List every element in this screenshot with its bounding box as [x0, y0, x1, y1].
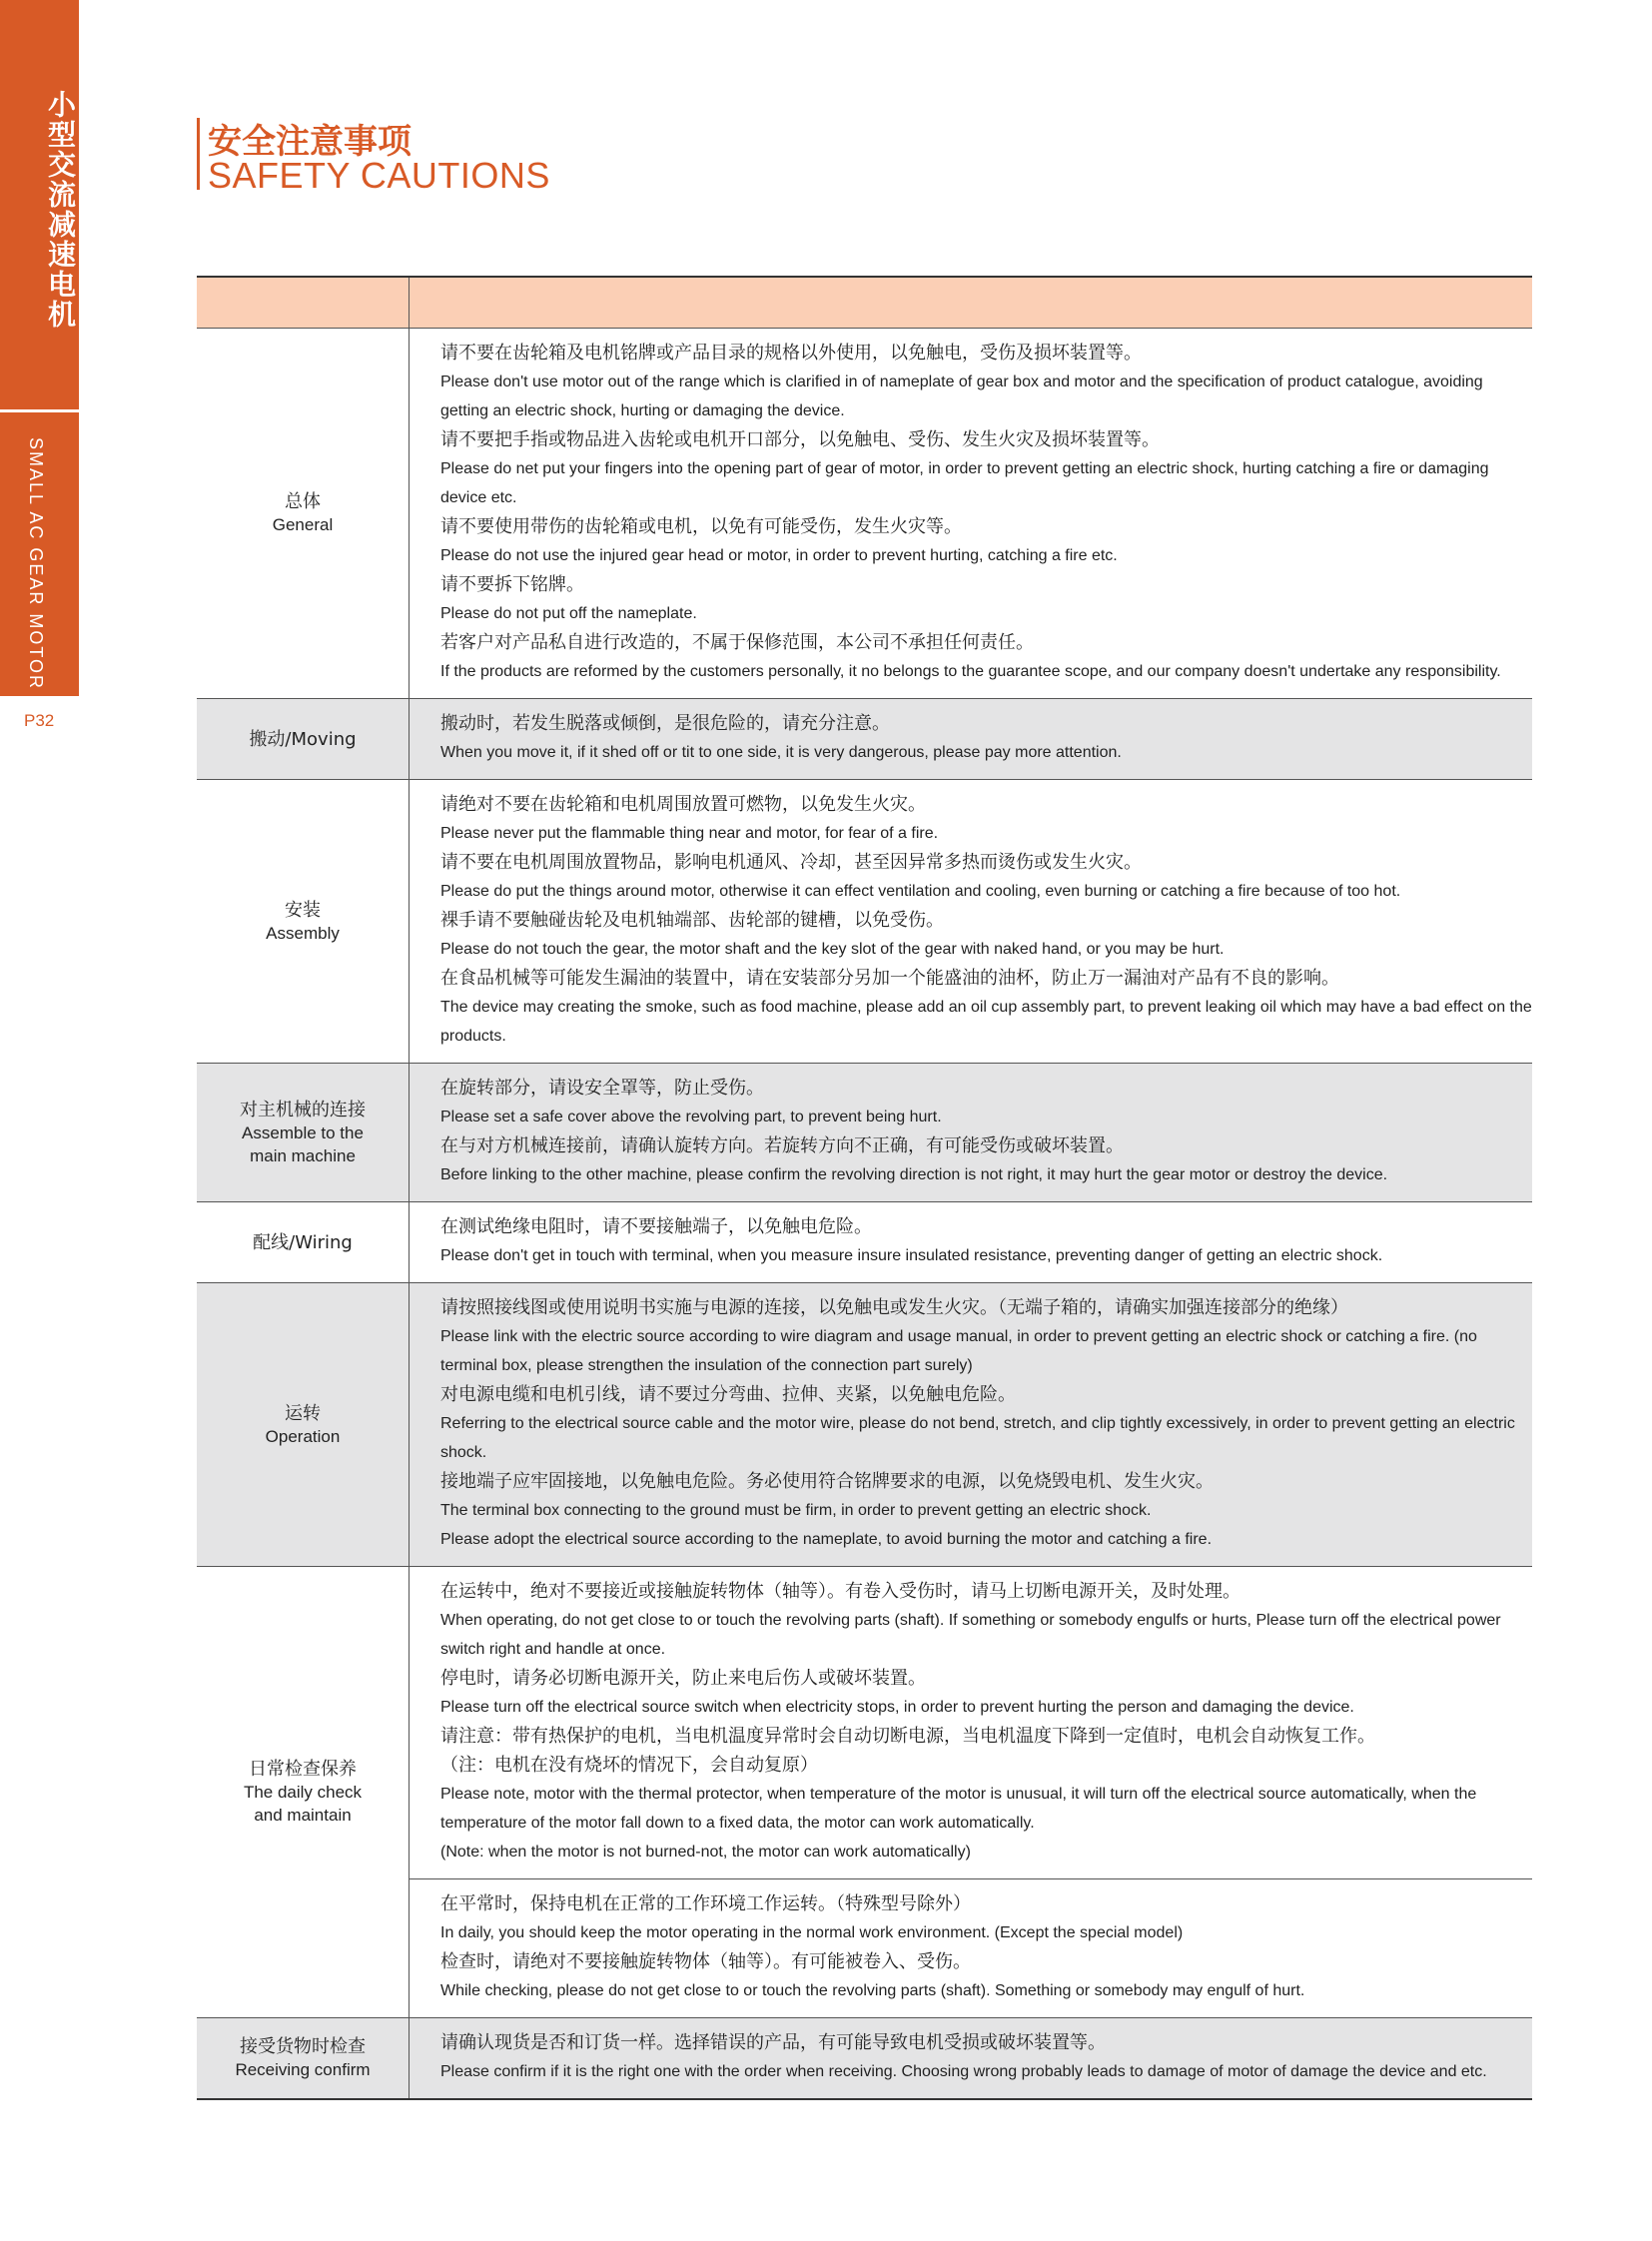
category-label-cn: 安装	[285, 899, 321, 921]
category-label-en: Operation	[265, 1426, 341, 1446]
category-label-cn: 搬动/Moving	[249, 728, 357, 750]
caution-text-cn: 请不要把手指或物品进入齿轮或电机开口部分，以免触电、受伤、发生火灾及损坏装置等。	[440, 429, 1160, 450]
caution-text-cn: 请绝对不要在齿轮箱和电机周围放置可燃物，以免发生火灾。	[440, 794, 926, 815]
caution-text-en: Please do net put your fingers into the opening part of gear of motor, in order to prevent getting an electric shock, hurting catching a fire or damaging device etc.	[440, 460, 1489, 506]
caution-text-en: Please never put the flammable thing near and motor, for fear of a fire.	[440, 825, 939, 842]
caution-text-en: Please don't get in touch with terminal, when you measure insure insulated resistance, preventing danger of getting an electric shock.	[440, 1247, 1383, 1264]
caution-text-cn: 在食品机械等可能发生漏油的装置中，请在安装部分另加一个能盛油的油杯，防止万一漏油对产品有不良的影响。	[440, 968, 1339, 989]
caution-text-cn: 请不要在齿轮箱及电机铭牌或产品目录的规格以外使用，以免触电，受伤及损坏装置等。	[440, 343, 1142, 364]
caution-text-en: Please do not touch the gear, the motor shaft and the key slot of the gear with naked hand, or you may be hurt.	[440, 941, 1225, 958]
caution-text-cn: 请确认现货是否和订货一样。选择错误的产品，有可能导致电机受损或破坏装置等。	[440, 2032, 1106, 2053]
table-row	[197, 1202, 1532, 1283]
table-row	[197, 699, 1532, 780]
description-cell	[410, 1202, 1532, 1282]
caution-text-en: Please note, motor with the thermal protector, when temperature of the motor is unusual, it will turn off the electrical source automatically, when the temperature of the motor fall down to a fixed data, the motor can work automatically.	[440, 1786, 1477, 1832]
description-cell	[410, 2018, 1532, 2098]
caution-text-en: When operating, do not get close to or touch the revolving parts (shaft). If something or somebody engulfs or hurts, Please turn off the electrical power switch right and handle at once.	[440, 1612, 1501, 1658]
table-row	[197, 780, 1532, 1064]
caution-text-en: The terminal box connecting to the ground must be firm, in order to prevent getting an electric shock.	[440, 1502, 1152, 1519]
caution-text-en: Please link with the electric source according to wire diagram and usage manual, in order to prevent getting an electric shock or catching a fire. (no terminal box, please strengthen the insulation of the connection part surely)	[440, 1328, 1477, 1374]
sidebar-divider	[0, 409, 79, 412]
table-row	[197, 2018, 1532, 2098]
page-title-cn: 安全注意事项	[208, 122, 412, 162]
page-number: P32	[24, 711, 55, 730]
caution-text-en: In daily, you should keep the motor operating in the normal work environment. (Except the special model)	[440, 1924, 1184, 1941]
caution-text-en: Please adopt the electrical source according to the nameplate, to avoid burning the motor and catching a fire.	[440, 1531, 1213, 1548]
category-label-en: Assemble to the main machine	[242, 1122, 364, 1165]
caution-text-cn: 停电时，请务必切断电源开关，防止来电后伤人或破坏装置。	[440, 1668, 926, 1689]
caution-text-en: Please do not put off the nameplate.	[440, 605, 697, 622]
category-label-cn: 配线/Wiring	[253, 1231, 353, 1253]
category-label-en: The daily check and maintain	[243, 1783, 363, 1825]
description-cell	[410, 1064, 1532, 1201]
title-accent-bar	[197, 118, 200, 190]
category-cell	[197, 1064, 410, 1201]
category-label-en: General	[272, 515, 334, 534]
caution-text-cn: 在旋转部分，请设安全罩等，防止受伤。	[440, 1078, 764, 1099]
category-cell	[197, 1283, 410, 1566]
caution-text-cn: 在平常时，保持电机在正常的工作环境工作运转。（特殊型号除外）	[440, 1893, 971, 1914]
table-row	[197, 1064, 1532, 1202]
caution-text-cn: 请按照接线图或使用说明书实施与电源的连接，以免触电或发生火灾。（无端子箱的，请确实加强连接部分的绝缘）	[440, 1297, 1348, 1318]
category-label-cn: 运转	[285, 1402, 321, 1424]
caution-text-en: When you move it, if it shed off or tit to one side, it is very dangerous, please pay more attention.	[440, 744, 1122, 761]
caution-text-en: If the products are reformed by the customers personally, it no belongs to the guarantee scope, and our company doesn't undertake any responsibility.	[440, 663, 1501, 680]
description-cell	[410, 329, 1532, 698]
description-cell	[410, 1283, 1532, 1566]
caution-text-en: Please don't use motor out of the range which is clarified in of nameplate of gear box and motor and the specification of product catalogue, avoiding getting an electric shock, hurting or damaging the device.	[440, 374, 1483, 419]
caution-text-cn: 检查时，请绝对不要接触旋转物体（轴等）。有可能被卷入、受伤。	[440, 1951, 971, 1972]
category-label-cn: 总体	[285, 491, 321, 512]
description-block	[410, 1567, 1532, 1878]
caution-text-en: Please do not use the injured gear head or motor, in order to prevent hurting, catching a fire etc.	[440, 547, 1118, 564]
caution-text-en: Please confirm if it is the right one with the order when receiving. Choosing wrong probably leads to damage of motor of damage the device and etc.	[440, 2063, 1487, 2080]
description-cell	[410, 699, 1532, 779]
category-cell	[197, 1567, 410, 2017]
table-header-category	[197, 278, 410, 328]
sidebar-title-cn: 小型交流减速电机	[44, 90, 77, 330]
category-label-cn: 日常检查保养	[249, 1759, 357, 1780]
caution-text-cn: 搬动时，若发生脱落或倾倒，是很危险的，请充分注意。	[440, 713, 890, 734]
category-cell	[197, 699, 410, 779]
description-cell	[410, 780, 1532, 1063]
caution-text-cn: 接地端子应牢固接地，以免触电危险。务必使用符合铭牌要求的电源，以免烧毁电机、发生火灾。	[440, 1471, 1214, 1492]
safety-table	[197, 276, 1532, 2100]
caution-text-en: Before linking to the other machine, please confirm the revolving direction is not right, it may hurt the gear motor or destroy the device.	[440, 1166, 1388, 1183]
table-header-row	[197, 278, 1532, 329]
caution-text-en: Please do put the things around motor, otherwise it can effect ventilation and cooling, even burning or catching a fire because of too hot.	[440, 883, 1401, 900]
description-cell	[410, 1567, 1532, 2017]
table-row	[197, 1567, 1532, 2018]
category-cell	[197, 2018, 410, 2098]
caution-text-cn: 若客户对产品私自进行改造的，不属于保修范围，本公司不承担任何责任。	[440, 632, 1034, 653]
caution-text-cn: 请不要拆下铭牌。	[440, 574, 584, 595]
table-header-description	[410, 278, 1532, 328]
caution-text-en: Please turn off the electrical source switch when electricity stops, in order to prevent hurting the person and damaging the device.	[440, 1699, 1354, 1716]
caution-text-cn: 请不要在电机周围放置物品，影响电机通风、冷却，甚至因异常多热而烫伤或发生火灾。	[440, 852, 1142, 873]
caution-text-cn: 裸手请不要触碰齿轮及电机轴端部、齿轮部的键槽，以免受伤。	[440, 910, 944, 931]
table-row	[197, 1283, 1532, 1567]
sidebar-title-en: SMALL AC GEAR MOTOR	[26, 437, 46, 691]
caution-text-en: Referring to the electrical source cable and the motor wire, please do not bend, stretch, and clip tightly excessively, in order to prevent getting an electric shock.	[440, 1415, 1515, 1461]
category-label-cn: 接受货物时检查	[240, 2036, 366, 2057]
caution-text-cn: 请注意：带有热保护的电机，当电机温度异常时会自动切断电源，当电机温度下降到一定值时，电机会自动恢复工作。	[440, 1726, 1375, 1747]
category-label-en: Assembly	[266, 923, 340, 943]
caution-text-cn: 请不要使用带伤的齿轮箱或电机，以免有可能受伤，发生火灾等。	[440, 516, 962, 537]
caution-text-cn: 在测试绝缘电阻时，请不要接触端子，以免触电危险。	[440, 1216, 872, 1237]
caution-text-en: Please set a safe cover above the revolving part, to prevent being hurt.	[440, 1109, 942, 1125]
category-cell	[197, 780, 410, 1063]
caution-text-cn: 在运转中，绝对不要接近或接触旋转物体（轴等）。有卷入受伤时，请马上切断电源开关，及时处理。	[440, 1581, 1240, 1602]
category-cell	[197, 329, 410, 698]
caution-text-en: The device may creating the smoke, such as food machine, please add an oil cup assembly part, to prevent leaking oil which may have a bad effect on the products.	[440, 999, 1532, 1045]
description-block	[410, 1878, 1532, 2017]
category-cell	[197, 1202, 410, 1282]
caution-text-en: While checking, please do not get close to or touch the revolving parts (shaft). Something or somebody may engulf of hurt.	[440, 1982, 1305, 1999]
caution-text-cn: 在与对方机械连接前，请确认旋转方向。若旋转方向不正确，有可能受伤或破坏装置。	[440, 1135, 1124, 1156]
caution-text-cn: 对电源电缆和电机引线，请不要过分弯曲、拉伸、夹紧，以免触电危险。	[440, 1384, 1016, 1405]
page-title-en: SAFETY CAUTIONS	[208, 155, 550, 196]
table-row	[197, 329, 1532, 699]
category-label-en: Receiving confirm	[235, 2060, 371, 2079]
caution-text-cn: （注：电机在没有烧坏的情况下，会自动复原）	[440, 1755, 818, 1776]
category-label-cn: 对主机械的连接	[240, 1099, 366, 1120]
caution-text-en: (Note: when the motor is not burned-not, the motor can work automatically)	[440, 1844, 971, 1861]
